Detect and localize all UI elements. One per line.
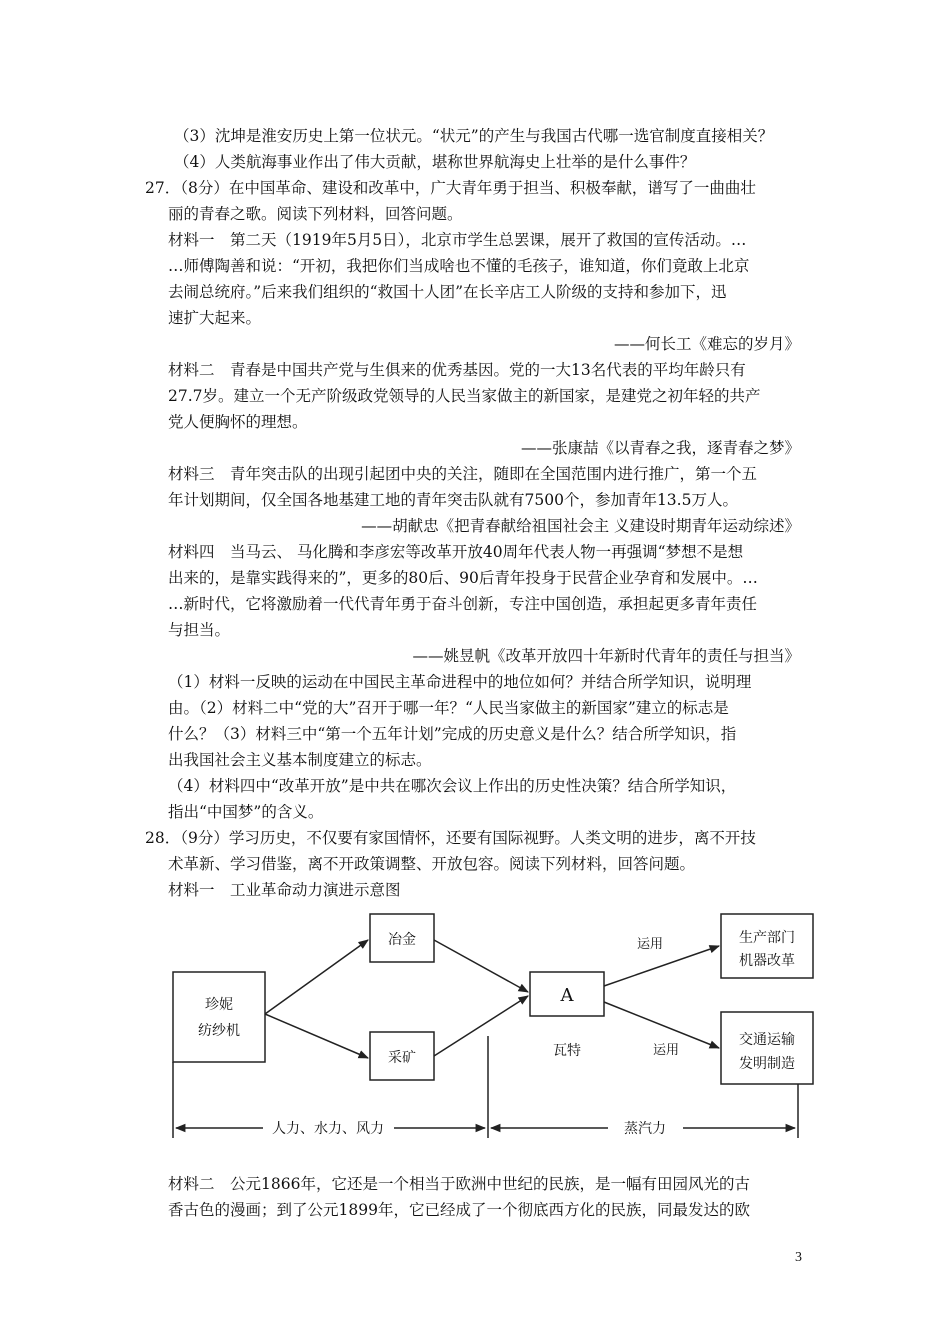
q27-questions-line1: （1）材料一反映的运动在中国民主革命进程中的地位如何？并结合所学知识，说明理 [168,673,752,691]
q27-question4-line1: （4）材料四中“改革开放”是中共在哪次会议上作出的历史性决策？结合所学知识， [168,777,737,795]
arrow-jenny-metallurgy [265,940,368,1014]
arrow-metallurgy-a [434,940,528,992]
q26-sub4: （4）人类航海事业作出了伟大贡献，堪称世界航海史上壮举的是什么事件？ [174,153,696,171]
arrow-a-transport [604,1002,719,1048]
q27-material1-line1: 材料一 第二天（1919年5月5日），北京市学生总罢课，展开了救国的宣传活动。… [168,231,747,249]
jenny-label-1: 珍妮 [205,997,233,1013]
q28-material1-caption: 材料一 工业革命动力演进示意图 [168,881,401,899]
arrow-a-production [604,946,719,986]
q28-intro-line1: 28．（9分）学习历史，不仅要有家国情怀，还要有国际视野。人类文明的进步，离不开技 [145,829,756,847]
power-left-label: 人力、水力、风力 [272,1121,384,1137]
q27-material4-source: ——姚昱帆《改革开放四十年新时代青年的责任与担当》 [412,647,800,665]
power-right-label: 蒸汽力 [624,1121,666,1137]
q27-material3-source: ——胡献忠《把青春献给祖国社会主 义建设时期青年运动综述》 [361,517,800,535]
production-label-1: 生产部门 [739,930,795,946]
arrow-mining-a [434,996,528,1056]
q27-questions-line4: 出我国社会主义基本制度建立的标志。 [168,751,432,769]
q26-sub3: （3）沈坤是淮安历史上第一位状元。“状元”的产生与我国古代哪一选官制度直接相关？ [174,127,774,145]
mining-label: 采矿 [388,1050,416,1066]
q27-material1-line3: 去闹总统府。”后来我们组织的“救国十人团”在长辛店工人阶级的支持和参加下，迅 [168,283,727,301]
use-label-top: 运用 [636,937,664,952]
q27-intro-line1: 27．（8分）在中国革命、建设和改革中，广大青年勇于担当、积极奉献，谱写了一曲曲壮 [145,179,756,197]
q27-material2-line3: 党人便胸怀的理想。 [168,413,308,431]
q27-questions-line2: 由。（2）材料二中“党的大”召开于哪一年？“人民当家做主的新国家”建立的标志是 [168,699,729,717]
watt-label: 瓦特 [553,1043,581,1059]
q27-questions-line3: 什么？（3）材料三中“第一个五年计划”完成的历史意义是什么？结合所学知识，指 [168,725,737,743]
use-label-bottom: 运用 [652,1043,680,1058]
q28-material2-line2: 香古色的漫画；到了公元1899年，它已经成了一个彻底西方化的民族，同最发达的欧 [168,1201,750,1219]
metallurgy-label: 冶金 [388,932,416,948]
q27-material2-line1: 材料二 青春是中国共产党与生俱来的优秀基因。党的一大13名代表的平均年龄只有 [168,361,746,379]
transport-label-1: 交通运输 [739,1032,795,1048]
q27-question4-line2: 指出“中国梦”的含义。 [168,803,324,821]
q27-material1-source: ——何长工《难忘的岁月》 [613,335,800,353]
page-number: 3 [795,1250,802,1265]
q28-intro-line2: 术革新、学习借鉴，离不开政策调整、开放包容。阅读下列材料，回答问题。 [168,855,696,873]
q27-material1-line2: …师傅陶善和说：“开初，我把你们当成啥也不懂的毛孩子，谁知道，你们竟敢上北京 [168,257,750,275]
q27-material2-line2: 27.7岁。建立一个无产阶级政党领导的人民当家做主的新国家，是建党之初年轻的共产 [168,387,761,405]
industrial-revolution-power-diagram [168,902,818,1150]
a-label: A [560,985,574,1006]
q28-material2-line1: 材料二 公元1866年，它还是一个相当于欧洲中世纪的民族，是一幅有田园风光的古 [168,1175,750,1193]
q27-material4-line2: 出来的，是靠实践得来的”，更多的80后、90后青年投身于民营企业孕育和发展中。… [168,569,758,587]
transport-box [721,1012,813,1084]
q27-material2-source: ——张康喆《以青春之我，逐青春之梦》 [520,439,800,457]
transport-label-2: 发明制造 [739,1056,795,1072]
jenny-box [173,972,265,1062]
production-label-2: 机器改革 [739,953,795,969]
jenny-label-2: 纺纱机 [198,1023,240,1039]
q27-material4-line4: 与担当。 [168,621,231,639]
q27-material1-line4: 速扩大起来。 [168,309,262,327]
q27-material4-line3: …新时代，它将激励着一代代青年勇于奋斗创新，专注中国创造，承担起更多青年责任 [168,595,758,613]
q27-material3-line1: 材料三 青年突击队的出现引起团中央的关注，随即在全国范围内进行推广，第一个五 [168,465,758,483]
q27-material4-line1: 材料四 当马云、 马化腾和李彦宏等改革开放40周年代表人物一再强调“梦想不是想 [168,543,744,561]
q27-intro-line2: 丽的青春之歌。阅读下列材料，回答问题。 [168,205,463,223]
arrow-jenny-mining [265,1014,368,1058]
q27-material3-line2: 年计划期间，仅全国各地基建工地的青年突击队就有7500个，参加青年13.5万人。 [168,491,738,509]
